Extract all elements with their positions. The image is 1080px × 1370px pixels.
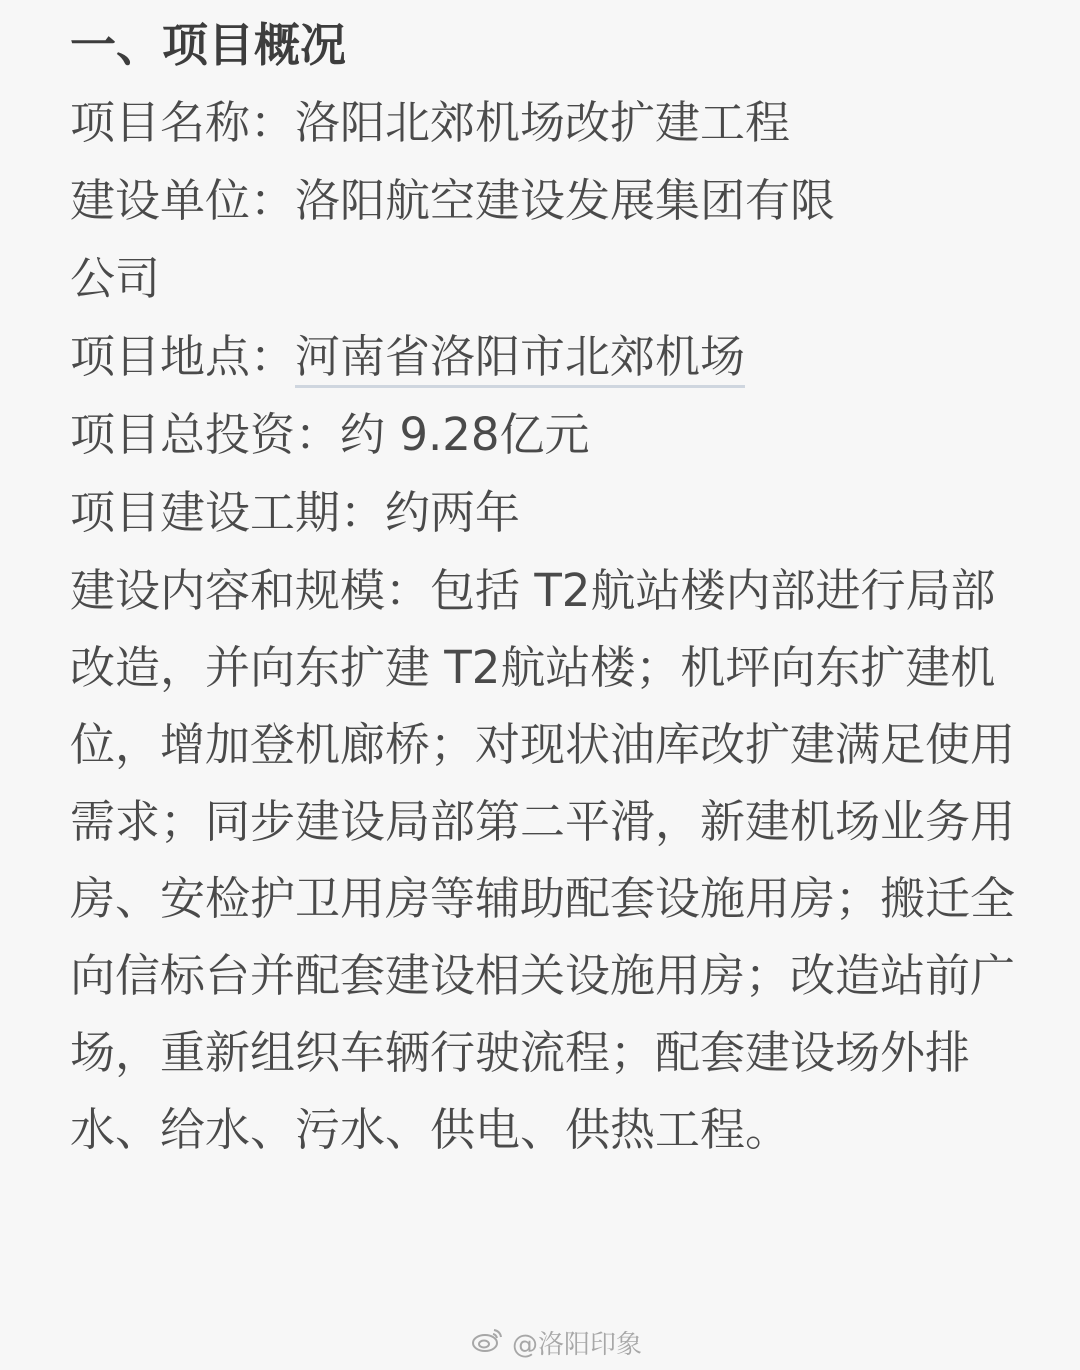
field-label: 建设单位： <box>70 174 296 227</box>
field-project-name <box>70 84 1020 162</box>
field-total-investment <box>70 396 1020 474</box>
section-heading: 一、项目概况 <box>70 18 346 72</box>
project-overview <box>70 10 1020 1168</box>
scope-text: 包括 T2航站楼内部进行局部改造，并向东扩建 T2航站楼；机坪向东扩建机位，增加登机廊桥；对现状油库改扩建满足使用需求；同步建设局部第二平滑，新建机场业务用房、安检护卫用房等辅助配套设施用房；搬迁全向信标台并配套建设相关设施用房；改造站前广场，重新组织车辆行驶流程；配套建设场外排水、给水、污水、供电、供热工程。 <box>70 564 1016 1156</box>
field-label: 项目建设工期： <box>70 486 386 539</box>
field-construction-period <box>70 474 1020 552</box>
field-value: 约 9.28亿元 <box>340 408 590 461</box>
watermark <box>470 1322 642 1362</box>
field-construction-unit <box>70 162 1020 240</box>
field-value: 约两年 <box>385 486 521 539</box>
field-project-location <box>70 318 1020 396</box>
field-construction-unit-continuation: 公司 <box>70 252 161 305</box>
field-label: 项目名称： <box>70 96 296 149</box>
field-label: 项目地点： <box>70 330 296 383</box>
field-label: 项目总投资： <box>70 408 341 461</box>
field-label: 建设内容和规模： <box>70 564 431 617</box>
watermark-text: @洛阳印象 <box>512 1329 643 1360</box>
location-link[interactable]: 河南省洛阳市北郊机场 <box>295 330 745 388</box>
field-value: 洛阳航空建设发展集团有限 <box>295 174 836 227</box>
field-value: 洛阳北郊机场改扩建工程 <box>295 96 791 149</box>
weibo-icon <box>470 1324 506 1361</box>
field-construction-scope <box>70 552 1015 1168</box>
